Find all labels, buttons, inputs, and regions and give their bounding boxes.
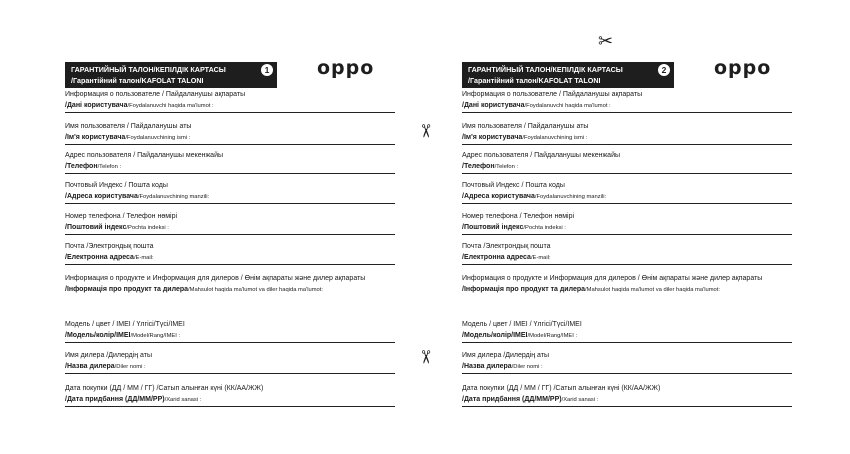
label-small: /Telefon : bbox=[494, 164, 519, 170]
user-info-field[interactable] bbox=[462, 90, 792, 113]
user-name-field[interactable] bbox=[65, 122, 395, 145]
label-small: /Foydalanuvchining ismi : bbox=[125, 135, 191, 141]
field-label-secondary bbox=[462, 133, 587, 143]
field-label-secondary bbox=[65, 331, 180, 341]
field-label-secondary bbox=[65, 253, 154, 263]
field-label-secondary bbox=[462, 395, 598, 405]
label-bold: /Телефон bbox=[462, 163, 495, 170]
field-label: Номер телефона / Телефон нөмірі bbox=[462, 213, 575, 220]
field-label: Дата покупки (ДД / ММ / ГГ) /Сатып алынған күні (КК/АА/ЖЖ) bbox=[65, 385, 264, 392]
field-label-secondary bbox=[462, 253, 551, 263]
field-label: Почта /Электрондық пошта bbox=[65, 243, 154, 250]
phone-number-field[interactable] bbox=[462, 212, 792, 235]
dealer-name-field[interactable] bbox=[65, 351, 395, 374]
field-label: Дата покупки (ДД / ММ / ГГ) /Сатып алынған күні (КК/АА/ЖЖ) bbox=[462, 385, 661, 392]
field-label-secondary bbox=[462, 362, 543, 372]
user-address-field[interactable] bbox=[65, 151, 395, 174]
warranty-card-2 bbox=[462, 57, 792, 403]
product-info-heading bbox=[462, 274, 792, 295]
label-small: /Foydalanuvchining manzili: bbox=[137, 194, 210, 200]
label-small: /Diler nomi : bbox=[511, 364, 543, 370]
field-label: Имя дилера /Дилердің аты bbox=[65, 352, 153, 359]
user-name-field[interactable] bbox=[462, 122, 792, 145]
card-title: ГАРАНТИЙНЫЙ ТАЛОН/КЕПІЛДІК КАРТАСЫ bbox=[71, 65, 226, 74]
email-field[interactable] bbox=[65, 242, 395, 265]
oppo-logo: oppo bbox=[714, 57, 772, 79]
scissors-icon: ✂ bbox=[598, 31, 614, 51]
field-label-secondary bbox=[462, 192, 606, 202]
warranty-card-1 bbox=[65, 57, 395, 403]
label-bold: /Адреса користувача bbox=[65, 193, 138, 200]
card-number-badge: 1 bbox=[261, 64, 273, 76]
section-label: Информация о продукте и Информация для дилеров / Өнім ақпараты және дилер ақпараты bbox=[462, 275, 763, 282]
field-label-secondary bbox=[462, 223, 566, 233]
field-label: Адрес пользователя / Пайдаланушы мекенжайы bbox=[462, 152, 621, 159]
label-bold: /Модель/колір/IMEI bbox=[462, 332, 528, 339]
label-bold: /Дані користувача bbox=[462, 102, 525, 109]
field-label: Модель / цвет / IMEI / Үлгісі/Түсі/IMEI bbox=[462, 321, 582, 328]
label-bold: /Поштовий індекс bbox=[65, 224, 127, 231]
field-label-secondary bbox=[462, 162, 518, 172]
label-bold: /Модель/колір/IMEI bbox=[65, 332, 131, 339]
user-info-field[interactable] bbox=[65, 90, 395, 113]
label-small: /Pochta indeksi : bbox=[523, 225, 566, 231]
label-bold: /Ім'я користувача bbox=[462, 134, 523, 141]
label-small: /Mahsulot haqida ma'lumot va diler haqida ma'lumot: bbox=[585, 287, 720, 293]
field-label-secondary bbox=[65, 162, 121, 172]
field-label-secondary bbox=[65, 101, 214, 111]
postal-code-field[interactable] bbox=[65, 181, 395, 204]
field-label: Информация о пользователе / Пайдаланушы ақпараты bbox=[65, 91, 246, 98]
field-label: Информация о пользователе / Пайдаланушы ақпараты bbox=[462, 91, 643, 98]
label-bold: /Телефон bbox=[65, 163, 98, 170]
field-label: Адрес пользователя / Пайдаланушы мекенжайы bbox=[65, 152, 224, 159]
field-label-secondary bbox=[65, 133, 190, 143]
card-header bbox=[65, 62, 277, 88]
label-small: /E-mail: bbox=[133, 255, 154, 261]
dealer-name-field[interactable] bbox=[462, 351, 792, 374]
field-label: Почтовый Индекс / Пошта коды bbox=[462, 182, 565, 189]
label-bold: /Дата придбання (ДД/ММ/РР) bbox=[65, 396, 165, 403]
field-label: Имя пользователя / Пайдаланушы аты bbox=[65, 123, 192, 130]
label-bold: /Інформація про продукт та дилера bbox=[462, 286, 586, 293]
phone-number-field[interactable] bbox=[65, 212, 395, 235]
email-field[interactable] bbox=[462, 242, 792, 265]
scissors-icon: ✂ bbox=[415, 349, 436, 365]
card-number-badge: 2 bbox=[658, 64, 670, 76]
label-small: /Xarid sanasi : bbox=[164, 397, 202, 403]
label-small: /Mahsulot haqida ma'lumot va diler haqida ma'lumot: bbox=[188, 287, 323, 293]
label-bold: /Електронна адреса bbox=[462, 254, 531, 261]
field-label-secondary bbox=[65, 223, 169, 233]
field-label: Почтовый Индекс / Пошта коды bbox=[65, 182, 168, 189]
field-label: Имя пользователя / Пайдаланушы аты bbox=[462, 123, 589, 130]
label-small: /E-mail: bbox=[530, 255, 551, 261]
label-bold: /Назва дилера bbox=[462, 363, 512, 370]
section-label-secondary bbox=[65, 285, 395, 295]
card-subtitle: /Гарантійний талон/KAFOLAT TALONI bbox=[468, 76, 601, 85]
product-info-heading bbox=[65, 274, 395, 295]
label-small: /Model/Rang/IMEI : bbox=[130, 333, 181, 339]
label-bold: /Адреса користувача bbox=[462, 193, 535, 200]
postal-code-field[interactable] bbox=[462, 181, 792, 204]
label-small: /Model/Rang/IMEI : bbox=[527, 333, 578, 339]
field-label-secondary bbox=[65, 192, 209, 202]
label-small: /Telefon : bbox=[97, 164, 122, 170]
field-label-secondary bbox=[65, 395, 201, 405]
label-small: /Foydalanuvchining ismi : bbox=[522, 135, 588, 141]
card-header bbox=[462, 62, 674, 88]
field-label: Имя дилера /Дилердің аты bbox=[462, 352, 550, 359]
label-small: /Xarid sanasi : bbox=[561, 397, 599, 403]
purchase-date-field[interactable] bbox=[462, 384, 792, 407]
label-bold: /Назва дилера bbox=[65, 363, 115, 370]
label-small: /Pochta indeksi : bbox=[126, 225, 169, 231]
label-small: /Diler nomi : bbox=[114, 364, 146, 370]
field-label-secondary bbox=[462, 331, 577, 341]
section-label: Информация о продукте и Информация для дилеров / Өнім ақпараты және дилер ақпараты bbox=[65, 275, 366, 282]
label-bold: /Ім'я користувача bbox=[65, 134, 126, 141]
field-label: Модель / цвет / IMEI / Үлгісі/Түсі/IMEI bbox=[65, 321, 185, 328]
label-bold: /Поштовий індекс bbox=[462, 224, 524, 231]
user-address-field[interactable] bbox=[462, 151, 792, 174]
label-bold: /Електронна адреса bbox=[65, 254, 134, 261]
purchase-date-field[interactable] bbox=[65, 384, 395, 407]
label-small: /Foydalanuvchi haqida ma'lumot : bbox=[127, 103, 214, 109]
field-label-secondary bbox=[65, 362, 146, 372]
label-small: /Foydalanuvchining manzili: bbox=[534, 194, 607, 200]
card-subtitle: /Гарантійний талон/KAFOLAT TALONI bbox=[71, 76, 204, 85]
label-bold: /Дані користувача bbox=[65, 102, 128, 109]
field-label: Почта /Электрондық пошта bbox=[462, 243, 551, 250]
field-label: Номер телефона / Телефон нөмірі bbox=[65, 213, 178, 220]
card-title: ГАРАНТИЙНЫЙ ТАЛОН/КЕПІЛДІК КАРТАСЫ bbox=[468, 65, 623, 74]
oppo-logo: oppo bbox=[317, 57, 375, 79]
field-label-secondary bbox=[462, 101, 611, 111]
label-small: /Foydalanuvchi haqida ma'lumot : bbox=[524, 103, 611, 109]
label-bold: /Інформація про продукт та дилера bbox=[65, 286, 189, 293]
section-label-secondary bbox=[462, 285, 792, 295]
scissors-icon: ✂ bbox=[415, 123, 436, 139]
model-imei-field[interactable] bbox=[462, 320, 792, 343]
model-imei-field[interactable] bbox=[65, 320, 395, 343]
label-bold: /Дата придбання (ДД/ММ/РР) bbox=[462, 396, 562, 403]
